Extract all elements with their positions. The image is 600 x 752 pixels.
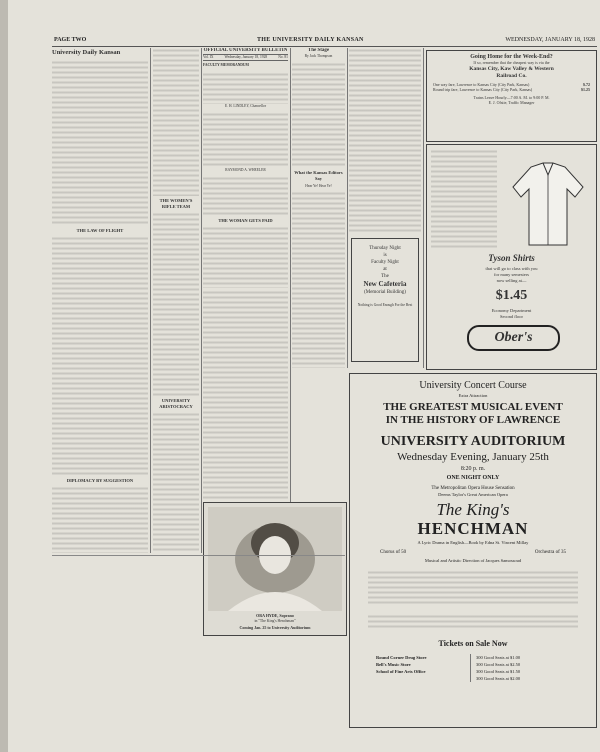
ticket-prices: 300 Good Seats at $1.00 300 Good Seats at $2.50 300 Good Seats at $1.50 300 Good Seats at $2.00 — [476, 655, 521, 681]
headline-aristocracy: UNIVERSITY ARISTOCRACY — [159, 398, 193, 409]
issue-date: WEDNESDAY, JANUARY 18, 1928 — [505, 37, 595, 43]
tyson-shirts-ad: Tyson Shirts that will go to class with you for many semesters now selling at— $1.45 Economy Department Second floor Ober's — [426, 144, 597, 370]
cafeteria-ad: Thursday Night is Faculty Night at The New Cafeteria (Memorial Building) Nothing is Good Enough For the Best — [351, 238, 419, 362]
column-four — [349, 48, 421, 368]
headline-rifle-team: THE WOMEN'S RIFLE TEAM — [159, 198, 193, 209]
tyson-title: Tyson Shirts — [488, 253, 535, 263]
opera-photo-box: ORA HYDE, Soprano in "The King's Henchman" Coming Jan. 25 to University Auditorium — [203, 502, 347, 636]
masthead: University Daily Kansan — [52, 49, 121, 56]
shirt-illustration — [505, 157, 591, 249]
running-header — [52, 36, 597, 47]
greatest-event: THE GREATEST MUSICAL EVENT — [383, 401, 563, 413]
event-day: Wednesday Evening, January 25th — [397, 451, 549, 463]
page-number: PAGE TWO — [54, 37, 87, 43]
venue: UNIVERSITY AUDITORIUM — [380, 434, 566, 449]
headline-diplomacy: DIPLOMACY BY SUGGESTION — [66, 478, 134, 483]
bulletin-title: OFFICIAL UNIVERSITY BULLETIN — [203, 48, 288, 53]
railroad-ad: Going Home for the Week-End? If so, remember that the cheapest way is via the Kansas City, Kaw Valley & Western Railroad Co. One way fare, Lawrence to Kansas City (City Park, Kansas) $.72 Round trip fare, Lawrence to Kansas City (City Park, Kansas) $1.25 Trains Leave Hourly—7:00 A. M. to 9:00 P. M. E. J. Ofstie, Traffic Manager — [426, 50, 597, 142]
paper-title: THE UNIVERSITY DAILY KANSAN — [257, 37, 364, 43]
official-bulletin: OFFICIAL UNIVERSITY BULLETIN Vol. IX Wednesday, January 18, 1928 No. 81 FACULTY MEMORANDUM E. H. LINDLEY, Chancellor RAYMOND A. WHEELER THE WOMAN GETS PAID — [203, 48, 288, 288]
faculty-memorandum: FACULTY MEMORANDUM — [203, 63, 249, 67]
headline-law-of-flight: THE LAW OF FLIGHT — [76, 228, 124, 233]
tickets-heading: Tickets on Sale Now — [438, 639, 508, 648]
concert-course-ad: University Concert Course Extra Attraction THE GREATEST MUSICAL EVENT IN THE HISTORY OF LAWRENCE UNIVERSITY AUDITORIUM Wednesday Evening, January 25th 8:20 p. m. ONE NIGHT ONLY The Metropolitan Opera House Sensation Deems Taylor's Great American Opera The King's HENCHMAN A Lyric Drama in English—Book by Edna St. Vincent Millay Chorus of 50 Orchestra of 35 Musical and Artistic Direction of Jacques Samossoud Tickets on Sale Now Round Corner Drug Store Bell's Music Store School of Fine Arts Office 300 Good Seats at $1.00 300 Good Seats at $2.50 300 Good Seats at $1.50 300 Good Seats at $2.00 — [349, 373, 597, 728]
obers-logo: Ober's — [467, 325, 560, 351]
tyson-price: $1.45 — [495, 288, 528, 303]
editorial-column — [52, 48, 148, 553]
headline-woman-paid: THE WOMAN GETS PAID — [218, 218, 273, 223]
column-two — [153, 48, 199, 553]
concert-title: University Concert Course — [419, 380, 527, 391]
photo-caption: ORA HYDE, Soprano — [256, 613, 294, 618]
opera-title-2: HENCHMAN — [417, 519, 529, 538]
ticket-outlets: Round Corner Drug Store Bell's Music Store School of Fine Arts Office — [376, 655, 427, 674]
column-stage-kansas: The Stage By Jack Thompson What the Kansas Editors Say Hear Ye! Hear Ye! — [292, 48, 345, 368]
opera-title-1: The King's — [436, 500, 510, 519]
stage-title: The Stage — [307, 48, 330, 53]
soprano-photo — [208, 507, 342, 611]
kansas-editors: What the Kansas Editors Say — [294, 170, 343, 181]
binding-edge — [0, 0, 8, 752]
